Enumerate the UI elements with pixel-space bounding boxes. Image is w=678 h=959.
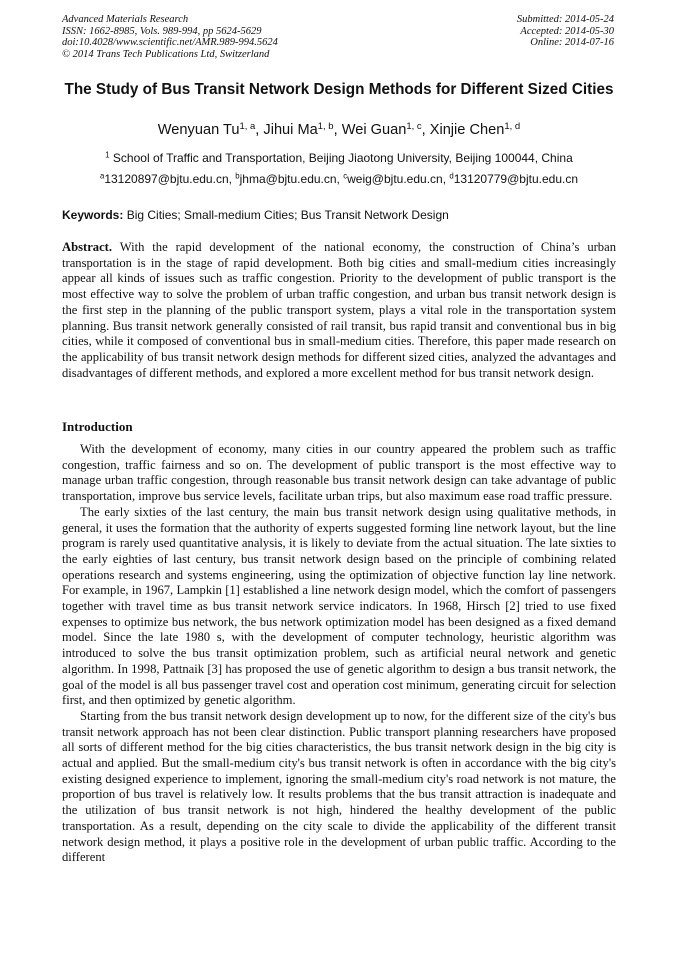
email: $^a$13120897@bjtu.edu.cn,	[99, 171, 236, 186]
accepted-date: Accepted: 2014-05-30	[520, 25, 614, 37]
copyright-line: © 2014 Trans Tech Publications Ltd, Switzerland	[62, 48, 270, 60]
author: Wenyuan Tu$^{1, a}$,	[157, 120, 264, 138]
email: $^d$13120779@bjtu.edu.cn	[449, 171, 579, 186]
online-date: Online: 2014-07-16	[530, 37, 614, 49]
section-heading-introduction: Introduction	[62, 419, 133, 434]
keywords-label: Keywords:	[62, 208, 124, 222]
author-list	[62, 122, 616, 138]
paper-title: The Study of Bus Transit Network Design Methods for Different Sized Cities	[64, 81, 614, 98]
email: $^c$weig@bjtu.edu.cn,	[343, 171, 450, 186]
paragraph: The early sixties of the last century, the main bus transit network design using qualitative methods, in general, it uses the formation that the authority of experts suggested forming line network layout, but the line program is rarely used quantitative analysis, it is likely to deviate from the actual situation. The late sixties to the early eighties of last century, bus transit network design based on the principle of combining related operations research and systems engineering, using the optimization of objective function lay line network. For example, in 1967, Lampkin [1] established a line network design model, which the comfort of passengers together with travel time as bus transit network service indicators. In 1968, Hirsch [2] tried to use fixed expenses to optimize bus network, the bus network optimization model has been designed as a fixed demand model. Since the late 1980 s, with the development of computer technology, heuristic algorithm was introduced to solve the bus transit optimization problem, such as artificial neural network and genetic algorithm. In 1998, Pattnaik [3] has proposed the use of genetic algorithm to design a bus transit network, the goal of the model is all bus passenger travel cost and operation cost minimum, generating circuit for selection first, and then optimized by genetic algorithm.	[62, 504, 616, 708]
journal-header-left	[62, 14, 278, 60]
keywords-text: Big Cities; Small-medium Cities; Bus Transit Network Design	[123, 208, 449, 222]
abstract-text: With the rapid development of the national economy, the construction of China’s urban transportation is in the stage of rapid development. Both big cities and small-medium cities increasingly appear all kinds of issues such as traffic congestion. Priority to the development of public transport is the most effective way to solve the problem of urban traffic congestion, and urban bus transit network design is the first step in the planning of the public transport system, plays a vital role in the transportation system planning. Bus transit network generally consisted of rail transit, bus rapid transit and conventional bus in big cities, while it composed of conventional bus in small-medium cities. Therefore, this paper made research on the applicability of bus transit network design methods for different sized cities, analyzed the advantages and disadvantages of different methods, and explored a more excellent method for bus transit network design.	[62, 240, 616, 380]
submitted-date: Submitted: 2014-05-24	[516, 14, 614, 25]
affiliation: $^1$ School of Traffic and Transportation, Beijing Jiaotong University, Beijing 100044, China	[105, 150, 573, 165]
introduction-body	[62, 442, 616, 866]
paragraph: With the development of economy, many cities in our country appeared the problem such as traffic congestion, traffic fairness and so on. The development of public transport is the most effective way to manage urban traffic congestion, through reasonable bus transit network design can take advantage of public transportation, improve bus service levels, facilitate urban trips, but also maximum ease road traffic pressure.	[62, 442, 616, 504]
abstract	[62, 240, 616, 381]
paragraph: Starting from the bus transit network design development up to now, for the different size of the city's bus transit network approach has not been clear distinction. Public transport planning researchers have proposed all sorts of different method for the big cities characteristics, the bus transit network design in the big city is actual and applied. But the small-medium city's bus transit network is often in accordance with the big city's existing designed experience to implement, ignoring the small-medium city's road network is not mature, the proportion of bus travel is relatively low. It results problems that the bus transit attraction is inadequate and the utilization of bus transit network is not high, hindered the healthy development of the public transportation. As a result, depending on the city scale to divide the applicability of the different transit network design method, it plays a positive role in the development of urban public traffic. According to the different	[62, 708, 616, 865]
journal-name: Advanced Materials Research	[62, 14, 189, 25]
author-emails	[62, 172, 616, 186]
abstract-label: Abstract.	[62, 240, 113, 254]
journal-header-right	[517, 14, 614, 49]
doi-line: doi:10.4028/www.scientific.net/AMR.989-994.5624	[62, 37, 278, 49]
author: Xinjie Chen$^{1, d}$	[429, 120, 521, 138]
keywords	[62, 208, 449, 222]
author: Jihui Ma$^{1, b}$,	[263, 120, 342, 138]
email: $^b$jhma@bjtu.edu.cn,	[235, 171, 344, 186]
issn-line: ISSN: 1662-8985, Vols. 989-994, pp 5624-5629	[62, 25, 262, 37]
author: Wei Guan$^{1, c}$,	[341, 120, 430, 138]
